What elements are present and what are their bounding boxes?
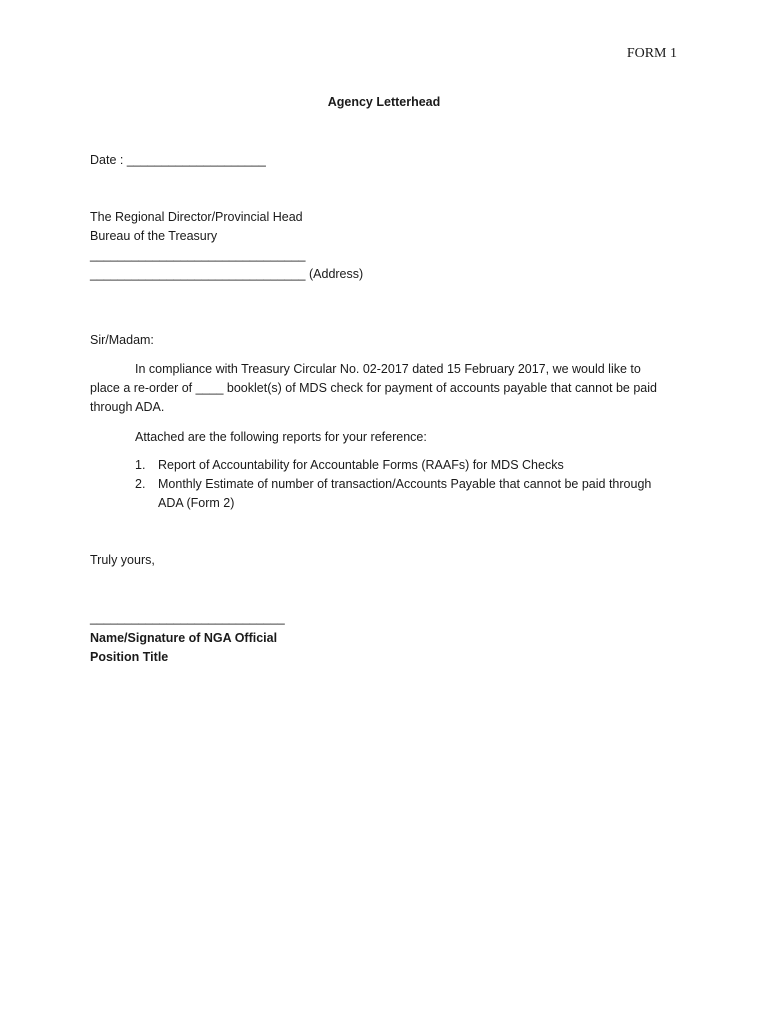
form-number: FORM 1	[626, 46, 677, 61]
signatory-name-line: Name/Signature of NGA Official	[90, 631, 278, 645]
address-blank-line: _______________________________	[90, 267, 306, 281]
signatory-position: Position Title	[90, 650, 169, 664]
body-line-1: In compliance with Treasury Circular No. 02-2017 dated 15 February 2017, we would like to	[135, 362, 641, 376]
list-item-text: Monthly Estimate of number of transaction/Accounts Payable that cannot be paid through	[158, 477, 652, 491]
reference-list	[90, 456, 680, 513]
list-item-text-continued: ADA (Form 2)	[158, 496, 235, 510]
list-item	[90, 475, 680, 513]
date-line	[90, 151, 680, 170]
body-line-3: through ADA.	[90, 400, 165, 414]
address-label: (Address)	[305, 267, 364, 281]
date-blank: ____________________	[126, 153, 266, 167]
date-label: Date :	[90, 153, 127, 167]
signature-blank-line: ____________________________	[90, 611, 285, 625]
signatory-block	[90, 629, 680, 667]
salutation: Sir/Madam:	[90, 333, 154, 347]
list-item-number: 1.	[135, 458, 146, 472]
body-line-2: place a re-order of ____ booklet(s) of MDS check for payment of accounts payable that cannot be paid	[90, 381, 657, 395]
list-item-text: Report of Accountability for Accountable Forms (RAAFs) for MDS Checks	[158, 458, 564, 472]
recipient-office: Bureau of the Treasury	[90, 229, 218, 243]
closing: Truly yours,	[90, 553, 155, 567]
recipient-blank-line: _______________________________	[90, 248, 306, 262]
recipient-block	[90, 208, 680, 284]
list-item	[90, 456, 680, 475]
recipient-title: The Regional Director/Provincial Head	[90, 210, 303, 224]
attached-intro: Attached are the following reports for your reference:	[135, 430, 427, 444]
agency-letterhead: Agency Letterhead	[327, 95, 441, 109]
list-item-number: 2.	[135, 477, 146, 491]
body-paragraph	[90, 360, 680, 417]
